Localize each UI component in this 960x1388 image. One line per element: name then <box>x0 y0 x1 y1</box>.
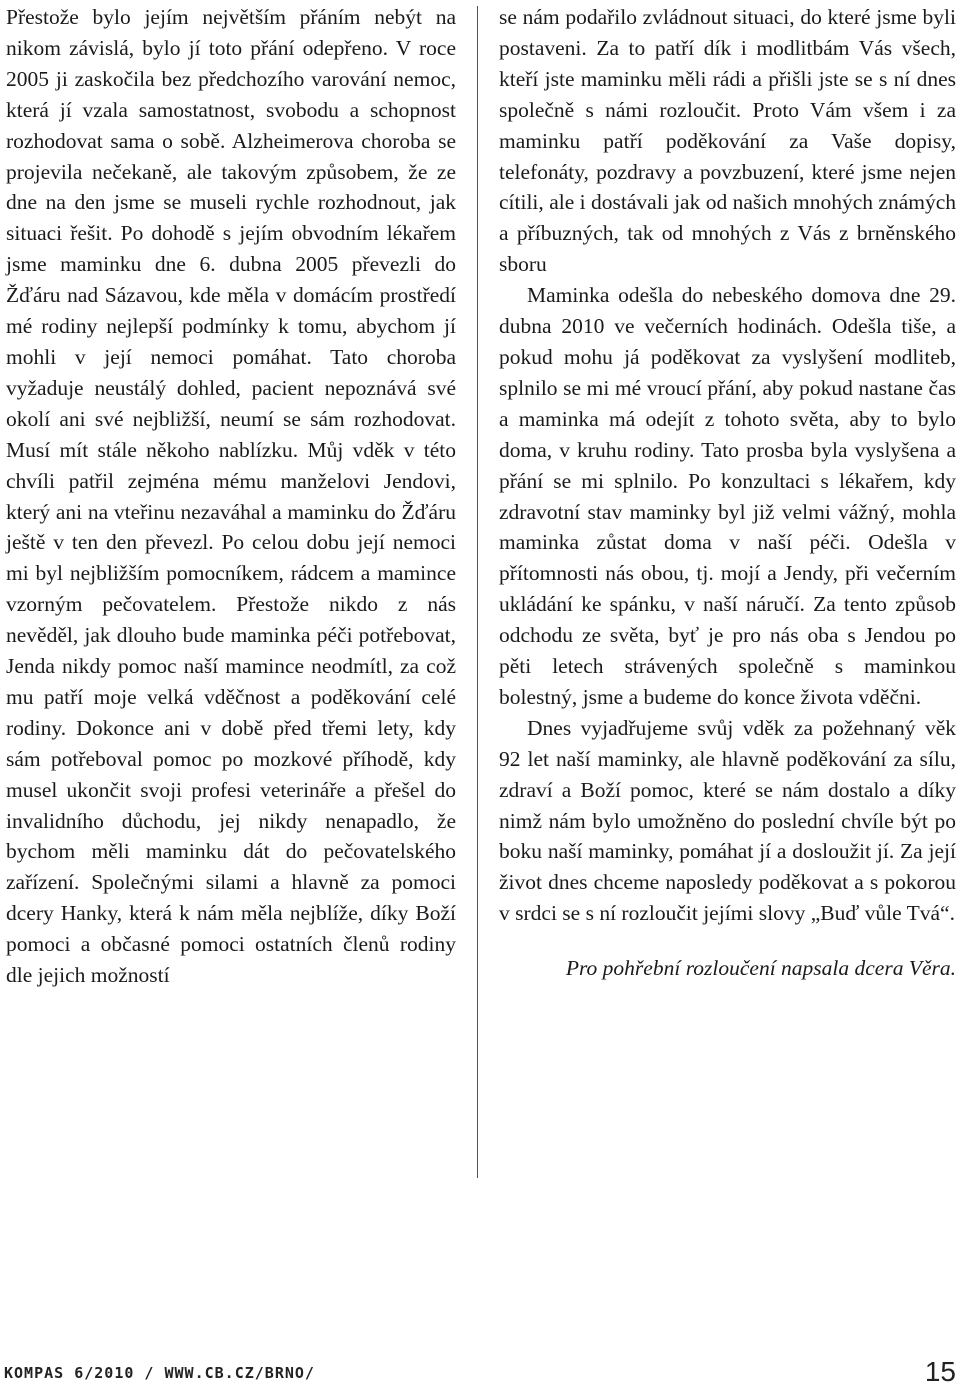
signature: Pro pohřební rozloučení napsala dcera Věra. <box>565 956 956 981</box>
left-column <box>6 0 456 991</box>
column-divider <box>477 6 478 1178</box>
page-number: 15 <box>924 1356 956 1387</box>
publication-footer: KOMPAS 6/2010 / WWW.CB.CZ/BRNO/ <box>4 1364 315 1382</box>
paragraph: Přestože bylo jejím největším přáním nebýt na nikom závislá, bylo jí toto přání odepřeno. V roce 2005 ji zaskočila bez předchozího varování nemoc, která jí vzala samostatnost, svobodu a schopnost rozhodovat sama o sobě. Alzheimerova choroba se projevila nečekaně, ale takovým způsobem, že ze dne na den jsme se museli rychle rozhodnout, jak situaci řešit. Po dohodě s jejím obvodním lékařem jsme maminku dne 6. dubna 2005 převezli do Žďáru nad Sázavou, kde měla v domácím prostředí mé rodiny nejlepší podmínky k tomu, abychom jí mohli v její nemoci pomáhat. Tato choroba vyžaduje neustálý dohled, pacient nepoznává své okolí ani své nejbližší, neumí se sám rozhodovat. Musí mít stále někoho nablízku. Můj vděk v této chvíli patřil zejména mému manželovi Jendovi, který ani na vteřinu nezaváhal a maminku do Žďáru ještě v ten den převezl. Po celou dobu její nemoci mi byl nejbližším pomocníkem, rádcem a mamince vzorným pečovatelem. Přestože nikdo z nás nevěděl, jak dlouho bude maminka péči potřebovat, Jenda nikdy pomoc naší mamince neodmítl, za což mu patří moje velká vděčnost a poděkování celé rodiny. Dokonce ani v době před třemi lety, kdy sám potřeboval pomoc po mozkové příhodě, kdy musel ukončit svoji profesi veterináře a přešel do invalidního důchodu, jej nikdy nenapadlo, že bychom měli maminku dát do pečovatelského zařízení. Společnými silami a hlavně za pomoci dcery Hanky, která k nám měla nejblíže, díky Boží pomoci a občasné pomoci ostatních členů rodiny dle jejich možností <box>6 5 456 988</box>
paragraph: se nám podařilo zvládnout situaci, do které jsme byli postaveni. Za to patří dík i modlitbám Vás všech, kteří jste maminku měli rádi a přišli jste se s ní dnes společně s námi rozloučit. Proto Vám všem i za maminku patří poděkování za Vaše dopisy, telefonáty, pozdravy a povzbuzení, které jsme nejen cítili, ale i dostávali jak od našich mnohých známých a příbuzných, tak od mnohých z Vás z brněnského sboru <box>499 5 956 277</box>
paragraph: Dnes vyjadřujeme svůj vděk za požehnaný věk 92 let naší maminky, ale hlavně poděkování za sílu, zdraví a Boží pomoc, které se nám dostalo a díky nimž nám bylo umožněno do poslední chvíle být po boku naší maminky, pomáhat jí a dosloužit jí. Za její život dnes chceme naposledy poděkovat a s pokorou v srdci se s ní rozloučit jejími slovy „Buď vůle Tvá“. <box>499 715 956 926</box>
paragraph: Maminka odešla do nebeského domova dne 29. dubna 2010 ve večerních hodinách. Odešla tiše, a pokud mohu já poděkovat za vyslyšení modliteb, splnilo se mi mé vroucí přání, aby pokud nastane čas a maminka má odejít z tohoto světa, aby to bylo doma, v kruhu rodiny. Tato prosba byla vyslyšena a přání se mi splnilo. Po konzultaci s lékařem, kdy zdravotní stav maminky byl již velmi vážný, mohla maminka zůstat doma v naší péči. Odešla v přítomnosti nás obou, tj. mojí a Jendy, při večerním ukládání ke spánku, v naší náručí. Za tento způsob odchodu ze světa, byť je pro nás oba s Jendou po pěti letech strávených společně s maminkou bolestný, jsme a budeme do konce života vděčni. <box>499 283 956 709</box>
right-column <box>499 0 956 984</box>
